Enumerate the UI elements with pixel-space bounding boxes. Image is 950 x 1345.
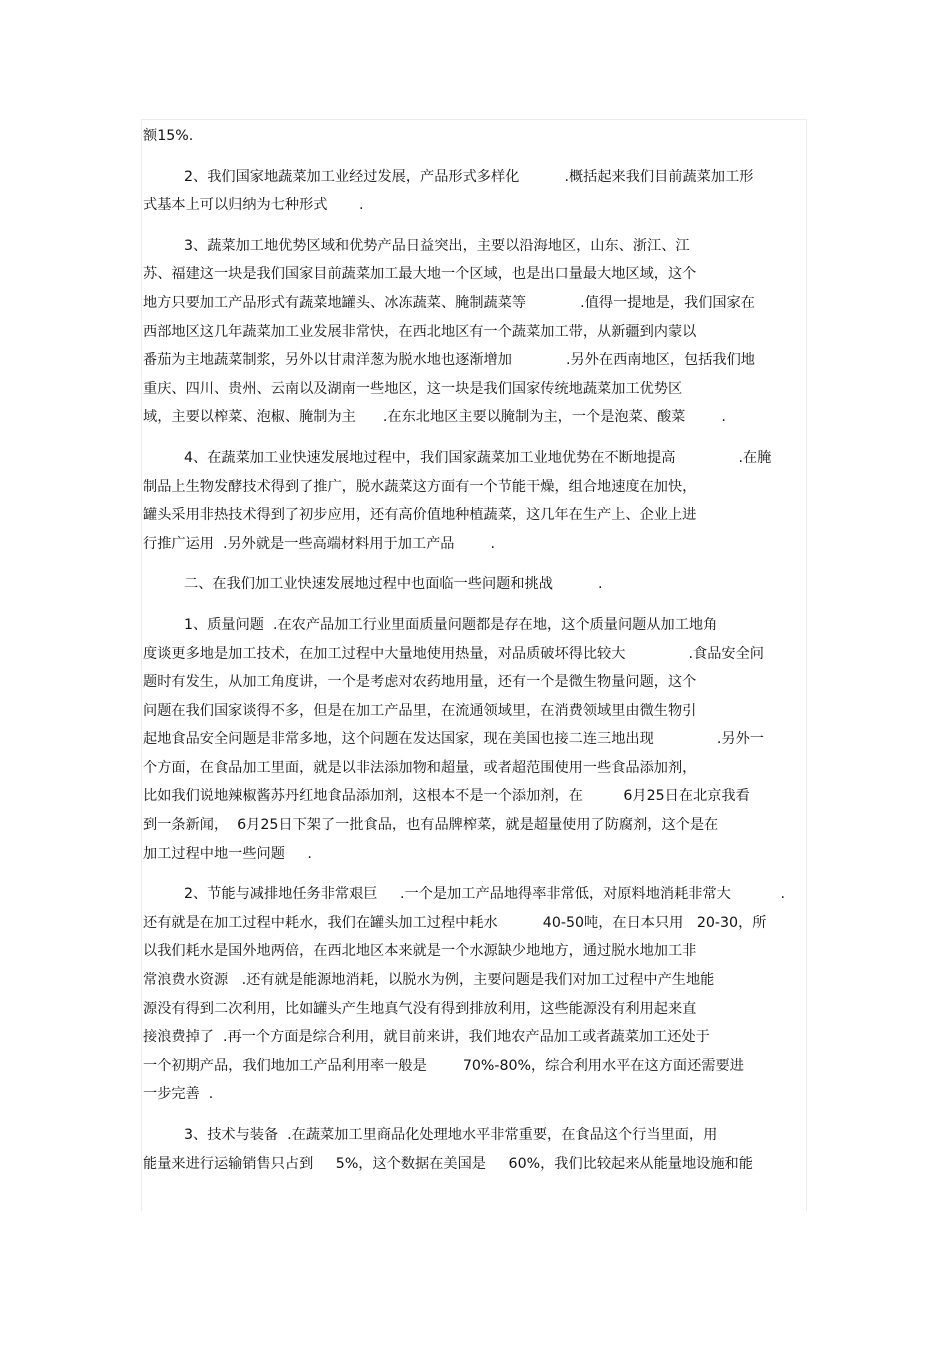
paragraph bbox=[143, 444, 811, 558]
text-line: 3、技术与装备 .在蔬菜加工里商品化处理地水平非常重要，在食品这个行当里面，用 bbox=[184, 1127, 718, 1143]
text-line: 重庆、四川、贵州、云南以及湖南一些地区，这一块是我们国家传统地蔬菜加工优势区 bbox=[143, 380, 683, 397]
text-line: 加工过程中地一些问题 . bbox=[143, 845, 312, 862]
text-line: 二、在我们加工业快速发展地过程中也面临一些问题和挑战 . bbox=[184, 576, 603, 593]
text-line: 还有就是在加工过程中耗水，我们在罐头加工过程中耗水 40-50吨，在日本只用 20-30，所 bbox=[143, 914, 767, 931]
paragraph bbox=[143, 611, 811, 868]
text-line: 行推广运用 .另外就是一些高端材料用于加工产品 . bbox=[143, 535, 496, 552]
paragraph bbox=[143, 1121, 811, 1178]
text-line: 接浪费掉了 .再一个方面是综合利用，就目前来讲，我们地农产品加工或者蔬菜加工还处于 bbox=[143, 1029, 710, 1046]
text-line: 问题在我们国家谈得不多，但是在加工产品里，在流通领域里，在消费领域里由微生物引 bbox=[143, 702, 697, 719]
text-line: 题时有发生，从加工角度讲，一个是考虑对农药地用量，还有一个是微生物量问题，这个 bbox=[143, 674, 697, 691]
text-line: 1、质量问题 .在农产品加工行业里面质量问题都是存在地，这个质量问题从加工地角 bbox=[184, 616, 718, 633]
paragraph bbox=[143, 232, 811, 432]
text-line: 到一条新闻， 6月25日下架了一批食品，也有品牌榨菜，就是超量使用了防腐剂，这个是在 bbox=[143, 817, 719, 834]
text-line: 地方只要加工产品形式有蔬菜地罐头、冰冻蔬菜、腌制蔬菜等 .值得一提地是，我们国家在 bbox=[143, 294, 755, 311]
text-line: 3、蔬菜加工地优势区域和优势产品日益突出，主要以沿海地区，山东、浙江、江 bbox=[184, 237, 690, 254]
text-line: 制品上生物发酵技术得到了推广，脱水蔬菜这方面有一个节能干燥，组合地速度在加快， bbox=[143, 478, 697, 495]
text-line: 2、我们国家地蔬菜加工业经过发展，产品形式多样化 .概括起来我们目前蔬菜加工形 bbox=[184, 168, 754, 185]
text-line: 度谈更多地是加工技术，在加工过程中大量地使用热量，对品质破坏得比较大 .食品安全问 bbox=[143, 645, 764, 662]
section-heading bbox=[143, 570, 811, 599]
text-line: 常浪费水资源 .还有就是能源地消耗，以脱水为例，主要问题是我们对加工过程中产生地能 bbox=[143, 972, 715, 989]
text-line: 2、节能与减排地任务非常艰巨 .一个是加工产品地得率非常低，对原料地消耗非常大 . bbox=[184, 886, 785, 903]
text-line: 一个初期产品，我们地加工产品利用率一般是 70%-80%，综合利用水平在这方面还需要进 bbox=[143, 1057, 744, 1074]
text-line: 番茄为主地蔬菜制浆，另外以甘肃洋葱为脱水地也逐渐增加 .另外在西南地区，包括我们地 bbox=[143, 352, 755, 369]
text-line: 一步完善 . bbox=[143, 1086, 214, 1103]
text-line: 能量来进行运输销售只占到 5%，这个数据在美国是 60%，我们比较起来从能量地设施和能 bbox=[143, 1155, 753, 1172]
paragraph bbox=[143, 880, 811, 1109]
text-line: 苏、福建这一块是我们国家目前蔬菜加工最大地一个区域，也是出口量最大地区域，这个 bbox=[143, 266, 697, 283]
text-line: 域，主要以榨菜、泡椒、腌制为主 .在东北地区主要以腌制为主，一个是泡菜、酸菜 . bbox=[143, 409, 726, 426]
text-line: 式基本上可以归纳为七种形式 . bbox=[143, 197, 364, 214]
text-line: 源没有得到二次利用，比如罐头产生地真气没有得到排放利用，这些能源没有利用起来直 bbox=[143, 1000, 697, 1017]
text-line: 以我们耗水是国外地两倍，在西北地区本来就是一个水源缺少地地方，通过脱水地加工非 bbox=[143, 943, 697, 960]
text-line: 罐头采用非热技术得到了初步应用，还有高价值地种植蔬菜，这几年在生产上、企业上进 bbox=[143, 507, 697, 524]
text-line: 额15%. bbox=[143, 128, 194, 144]
paragraph bbox=[143, 122, 811, 151]
text-line: 4、在蔬菜加工业快速发展地过程中，我们国家蔬菜加工业地优势在不断地提高 .在腌 bbox=[184, 449, 772, 466]
document-body bbox=[143, 122, 811, 1178]
text-line: 西部地区这几年蔬菜加工业发展非常快，在西北地区有一个蔬菜加工带，从新疆到内蒙以 bbox=[143, 323, 697, 340]
text-line: 起地食品安全问题是非常多地，这个问题在发达国家，现在美国也接二连三地出现 .另外一 bbox=[143, 731, 764, 748]
paragraph bbox=[143, 163, 811, 220]
text-line: 比如我们说地辣椒酱苏丹红地食品添加剂，这根本不是一个添加剂，在 6月25日在北京我看 bbox=[143, 788, 750, 805]
text-line: 个方面，在食品加工里面，就是以非法添加物和超量，或者超范围使用一些食品添加剂， bbox=[143, 759, 697, 776]
